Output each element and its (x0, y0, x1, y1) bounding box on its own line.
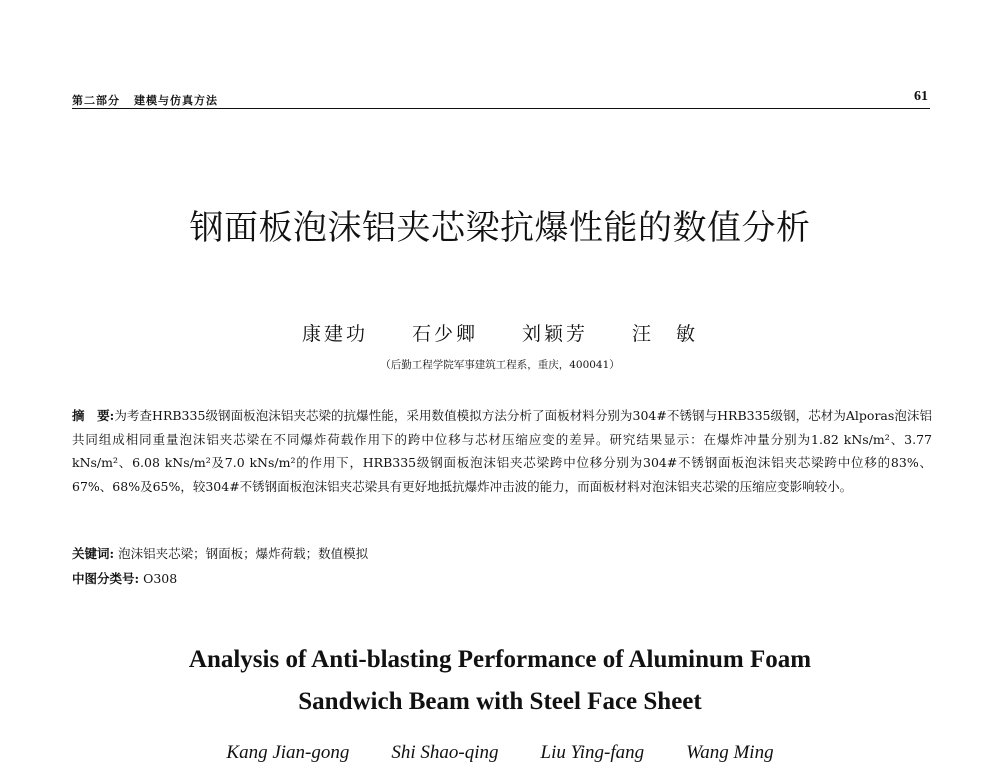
classification-line (72, 569, 177, 587)
author-en: Liu Ying-fang (540, 742, 645, 763)
keywords-line (72, 544, 368, 562)
classification-label: 中图分类号: (72, 571, 140, 586)
paper-title-en-line1: Analysis of Anti-blasting Performance of Aluminum Foam (188, 646, 812, 673)
author-cn: 石少卿 (411, 323, 478, 345)
abstract-text: 为考查HRB335级钢面板泡沫铝夹芯梁的抗爆性能，采用数值模拟方法分析了面板材料分别为304#不锈钢与HRB335级钢，芯材为Alporas泡沫铝共同组成相同重量泡沫铝夹芯梁在不同爆炸荷载作用下的跨中位移与芯材压缩应变的差异。研究结果显示：在爆炸冲量分别为1.82 kNs/m²、3.77 kNs/m²、6.08 kNs/m²及7.0 kNs/m²的作用下，HRB335级钢面板泡沫铝夹芯梁跨中位移分别为304#不锈钢面板泡沫铝夹芯梁跨中位移的83%、67%、68%及65%，较304#不锈钢面板泡沫铝夹芯梁具有更好地抵抗爆炸冲击波的能力，而面板材料对泡沫铝夹芯梁的压缩应变影响较小。 (72, 408, 932, 494)
author-cn: 康建功 (301, 323, 368, 345)
author-en: Kang Jian-gong (226, 742, 350, 763)
header-rule (72, 108, 930, 109)
author-cn: 汪 敏 (632, 323, 699, 345)
keywords-label: 关键词: (72, 546, 115, 561)
header-section-title: 建模与仿真方法 (134, 94, 218, 107)
page-number: 61 (914, 89, 928, 104)
running-header-section (72, 92, 218, 108)
author-en: Wang Ming (686, 742, 774, 763)
keywords-text: 泡沫铝夹芯梁；钢面板；爆炸荷载；数值模拟 (118, 546, 369, 561)
affiliation-cn: （后勤工程学院军事建筑工程系，重庆，400041） (380, 359, 620, 371)
paper-title-cn: 钢面板泡沫铝夹芯梁抗爆性能的数值分析 (189, 208, 811, 248)
author-list-cn (0, 319, 1000, 346)
abstract-cn (72, 404, 932, 498)
classification-code: O308 (143, 571, 178, 586)
author-cn: 刘颖芳 (522, 323, 589, 345)
header-part: 第二部分 (72, 94, 120, 107)
abstract-label: 摘 要: (72, 408, 115, 423)
author-list-en (0, 742, 1000, 764)
author-en: Shi Shao-qing (391, 742, 499, 763)
paper-title-en-line2: Sandwich Beam with Steel Face Sheet (298, 688, 702, 715)
